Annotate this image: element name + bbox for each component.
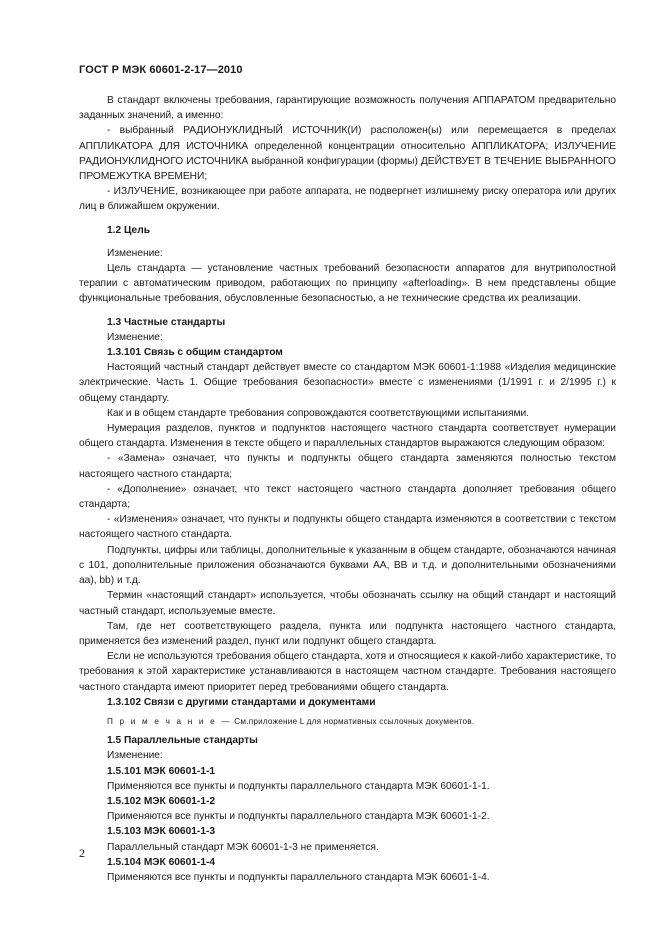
page-number: 2 xyxy=(79,846,85,860)
list-item: - «Замена» означает, что пункты и подпункты общего стандарта заменяются полностью текстом настоящего частного стандарта; xyxy=(79,453,616,480)
section-paragraph: Подпункты, цифры или таблицы, дополнительные к указанным в общем стандарте, обозначаются начиная с 101, дополнительные приложения обозначаются буквами АА, ВВ и т.д. и дополнительными обозначениями аа), bb) и т.д. xyxy=(79,544,616,587)
standard-item-title: 1.5.103 МЭК 60601-1-3 xyxy=(107,826,216,838)
list-item: - «Изменения» означает, что пункты и подпункты общего стандарта изменяются в соответствии с текстом настоящего частного стандарта. xyxy=(79,514,616,541)
section-paragraph: Там, где нет соответствующего раздела, пункта или подпункта настоящего частного стандарта, применяется без изменений раздел, пункт или подпункт общего стандарта. xyxy=(79,620,616,647)
document-header: ГОСТ Р МЭК 60601-2-17—2010 xyxy=(79,64,243,76)
note xyxy=(79,714,616,729)
section-heading-1-2: 1.2 Цель xyxy=(107,224,150,236)
section-paragraph: Нумерация разделов, пунктов и подпунктов настоящего частного стандарта соответствует нумерации общего стандарта. Изменения в тексте общего и параллельных стандартов выражаются следующим образом: xyxy=(79,423,616,450)
section-paragraph: Цель стандарта — установление частных требований безопасности аппаратов для внутриполостной терапии с автоматическим приводом, работающих по принципу «afterloading». В нем представлены общие функциональные требования, обусловленные безопасностью, а не технические средства их реализации. xyxy=(79,263,616,305)
standard-item-text: Параллельный стандарт МЭК 60601-1-3 не применяется. xyxy=(107,841,379,853)
list-item: - ИЗЛУЧЕНИЕ, возникающее при работе аппарата, не подвергнет излишнему риску оператора или других лиц в ближайшем окружении. xyxy=(79,186,616,213)
section-paragraph: Как и в общем стандарте требования сопровождаются соответствующими испытаниями. xyxy=(107,407,530,419)
list-item: - «Дополнение» означает, что текст настоящего частного стандарта дополняет требования общего стандарта; xyxy=(79,483,616,511)
section-paragraph: Настоящий частный стандарт действует вместе со стандартом МЭК 60601-1:1988 «Изделия медицинские электрические. Часть 1. Общие требования безопасности» вместе с изменениями (1/1991 г. и 2/1995 г.) к общему стандарту. xyxy=(79,362,616,404)
section-paragraph: Если не используются требования общего стандарта, хотя и относящиеся к какой-либо характеристике, то требования к этой характеристике устанавливаются в настоящем частном стандарте. Требования настоящего частного стандарта имеют приоритет перед требованиями общего стандарта. xyxy=(79,651,616,693)
page-body xyxy=(79,93,616,885)
note-label: П р и м е ч а н и е — xyxy=(107,716,232,726)
standard-item-text: Применяются все пункты и подпункты параллельного стандарта МЭК 60601-1-2. xyxy=(107,811,490,823)
note-text: См.приложение L для нормативных ссылочных документов. xyxy=(234,716,475,726)
standard-item-title: 1.5.104 МЭК 60601-1-4 xyxy=(107,856,216,868)
intro-paragraph: В стандарт включены требования, гарантирующие возможность получения АППАРАТОМ предварительно заданных значений, а именно: xyxy=(79,95,616,122)
standard-item-title: 1.5.102 МЭК 60601-1-2 xyxy=(107,795,216,807)
change-label: Изменение: xyxy=(107,331,163,343)
change-label: Изменение: xyxy=(107,247,163,259)
list-item: - выбранный РАДИОНУКЛИДНЫЙ ИСТОЧНИК(И) расположен(ы) или перемещается в пределах АППЛИКАТОРА ДЛЯ ИСТОЧНИКА определенной концентрации относительно АППЛИКАТОРА; ИЗЛУЧЕНИЕ РАДИОНУКЛИДНОГО ИСТОЧНИКА выбранной конфигурации (формы) ДЕЙСТВУЕТ В ТЕЧЕНИЕ ВЫБРАННОГО ПРОМЕЖУТКА ВРЕМЕНИ; xyxy=(79,125,616,183)
section-heading-1-5: 1.5 Параллельные стандарты xyxy=(107,735,258,747)
subsection-heading-1-3-102: 1.3.102 Связи с другими стандартами и документами xyxy=(107,696,376,708)
standard-item-text: Применяются все пункты и подпункты параллельного стандарта МЭК 60601-1-1. xyxy=(107,780,490,792)
section-paragraph: Термин «настоящий стандарт» используется, чтобы обозначать ссылку на общий стандарт и настоящий частный стандарт, используемые вместе. xyxy=(79,590,616,617)
standard-item-title: 1.5.101 МЭК 60601-1-1 xyxy=(107,765,216,777)
change-label: Изменение: xyxy=(107,750,163,762)
subsection-heading-1-3-101: 1.3.101 Связь с общим стандартом xyxy=(107,347,283,359)
section-heading-1-3: 1.3 Частные стандарты xyxy=(107,316,226,328)
standard-item-text: Применяются все пункты и подпункты параллельного стандарта МЭК 60601-1-4. xyxy=(107,871,490,883)
